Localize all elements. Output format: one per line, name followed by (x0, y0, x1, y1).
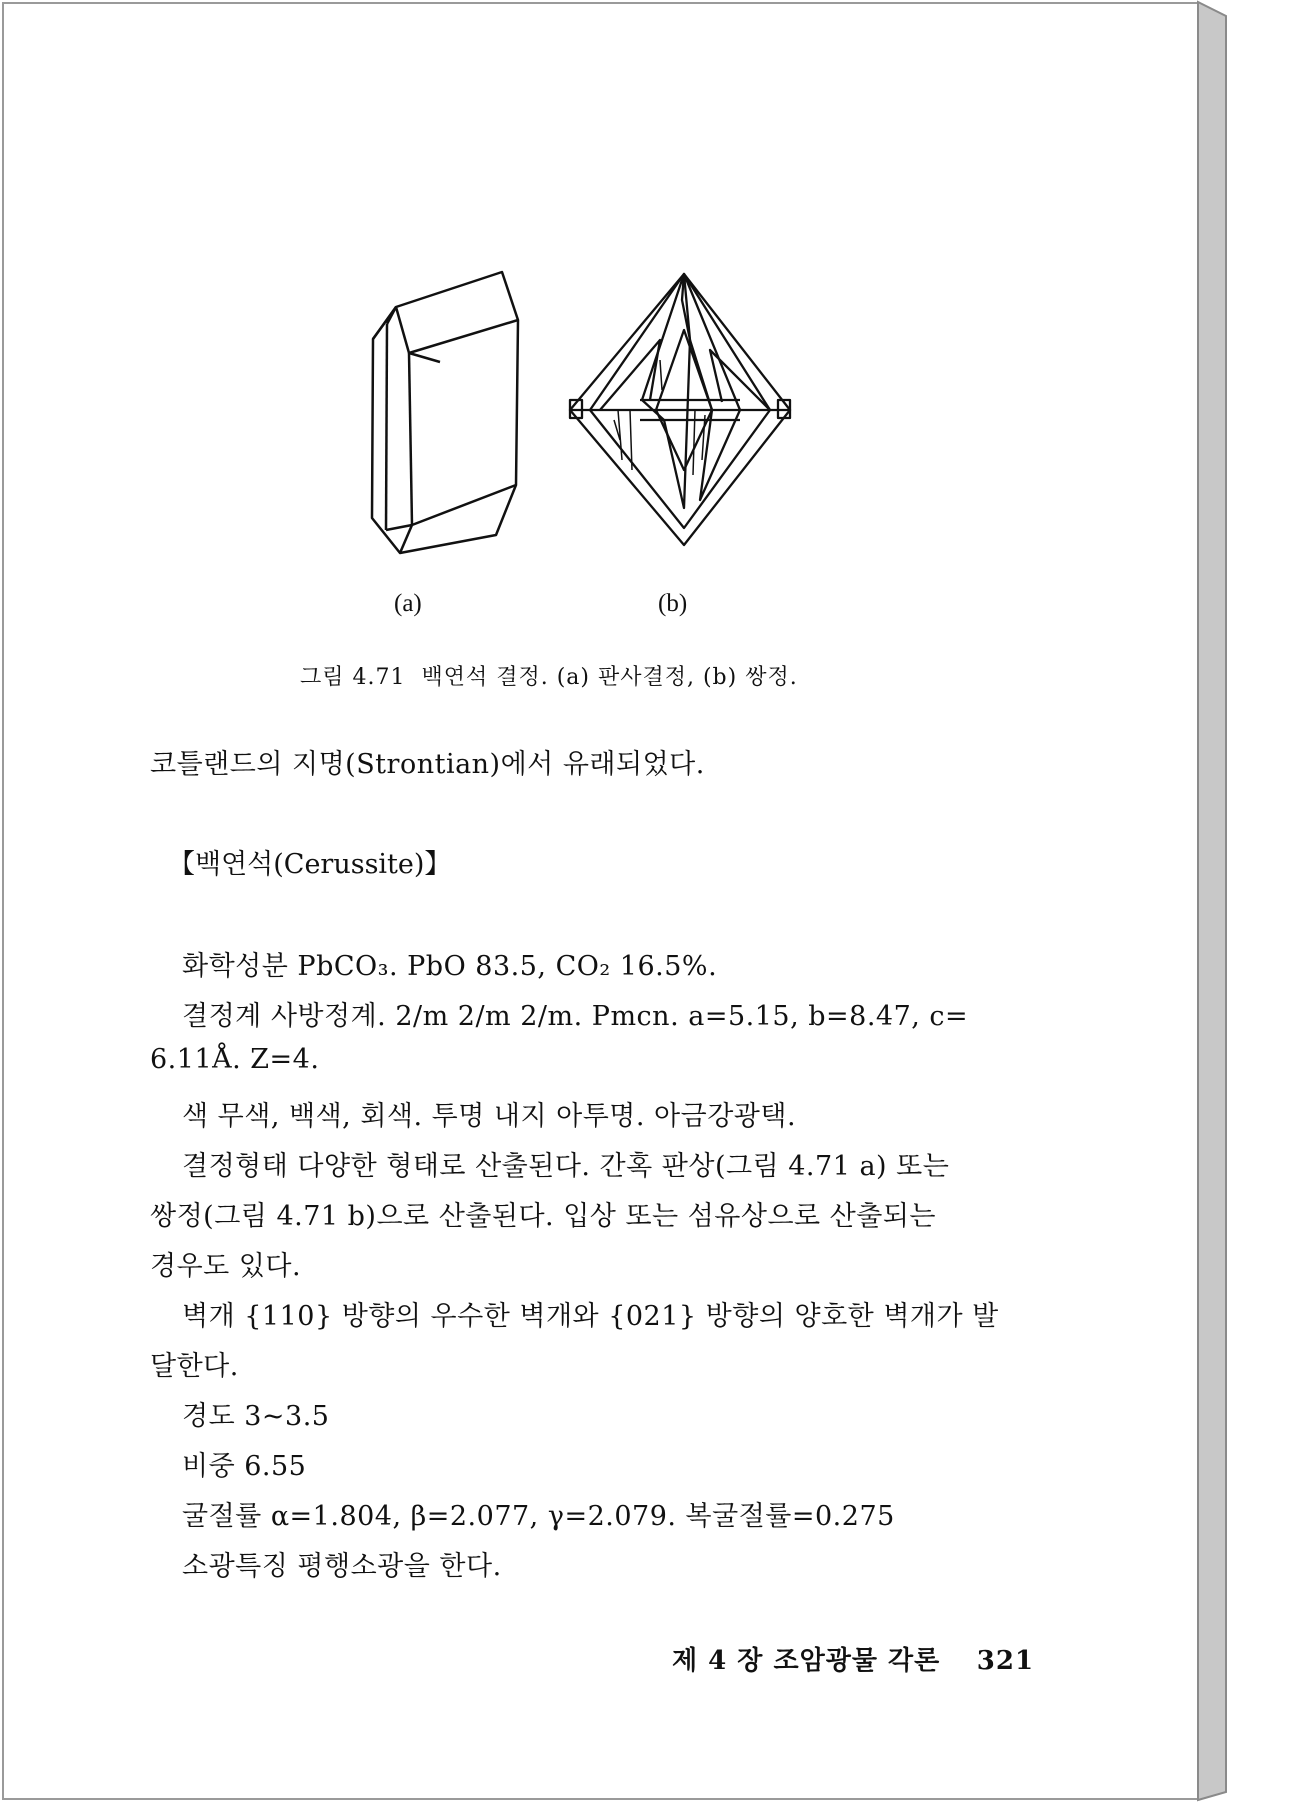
figure-caption: 그림 4.71 백연석 결정. (a) 판사결정, (b) 쌍정. (300, 665, 798, 690)
color-line: 색 무색, 백색, 회색. 투명 내지 아투명. 아금강광택. (182, 1101, 797, 1132)
habit-line-end: 경우도 있다. (150, 1251, 302, 1282)
crystal-b-drawing (570, 274, 790, 545)
specific-gravity-line: 비중 6.55 (182, 1451, 307, 1482)
intro-line: 코틀랜드의 지명(Strontian)에서 유래되었다. (150, 749, 705, 780)
hardness-line: 경도 3~3.5 (182, 1401, 330, 1432)
habit-line-cont: 쌍정(그림 4.71 b)으로 산출된다. 입상 또는 섬유상으로 산출되는 (150, 1201, 937, 1232)
crystal-a-drawing (372, 272, 518, 553)
composition-line: 화학성분 PbCO₃. PbO 83.5, CO₂ 16.5%. (182, 951, 718, 982)
crystal-figure (360, 260, 820, 620)
crystal-system-line-cont: 6.11Å. Z=4. (150, 1044, 320, 1075)
figure-label-b: (b) (658, 590, 688, 617)
refractive-index-line: 굴절률 α=1.804, β=2.077, γ=2.079. 복굴절률=0.275 (182, 1501, 895, 1532)
section-heading: 【백연석(Cerussite)】 (168, 849, 452, 880)
crystal-system-line: 결정계 사방정계. 2/m 2/m 2/m. Pmcn. a=5.15, b=8.47, c= (182, 1001, 969, 1032)
page-edge-shadow (1198, 2, 1228, 1800)
figure-label-a: (a) (394, 590, 422, 617)
habit-line: 결정형태 다양한 형태로 산출된다. 간혹 판상(그림 4.71 a) 또는 (182, 1151, 950, 1182)
extinction-line: 소광특징 평행소광을 한다. (182, 1551, 502, 1582)
cleavage-line-end: 달한다. (150, 1351, 239, 1382)
cleavage-line: 벽개 {110} 방향의 우수한 벽개와 {021} 방향의 양호한 벽개가 발 (182, 1301, 999, 1332)
page-number: 321 (976, 1646, 1035, 1676)
running-footer (672, 1640, 1034, 1677)
chapter-title: 제 4 장 조암광물 각론 (672, 1646, 941, 1676)
crystal-drawings (360, 260, 820, 620)
